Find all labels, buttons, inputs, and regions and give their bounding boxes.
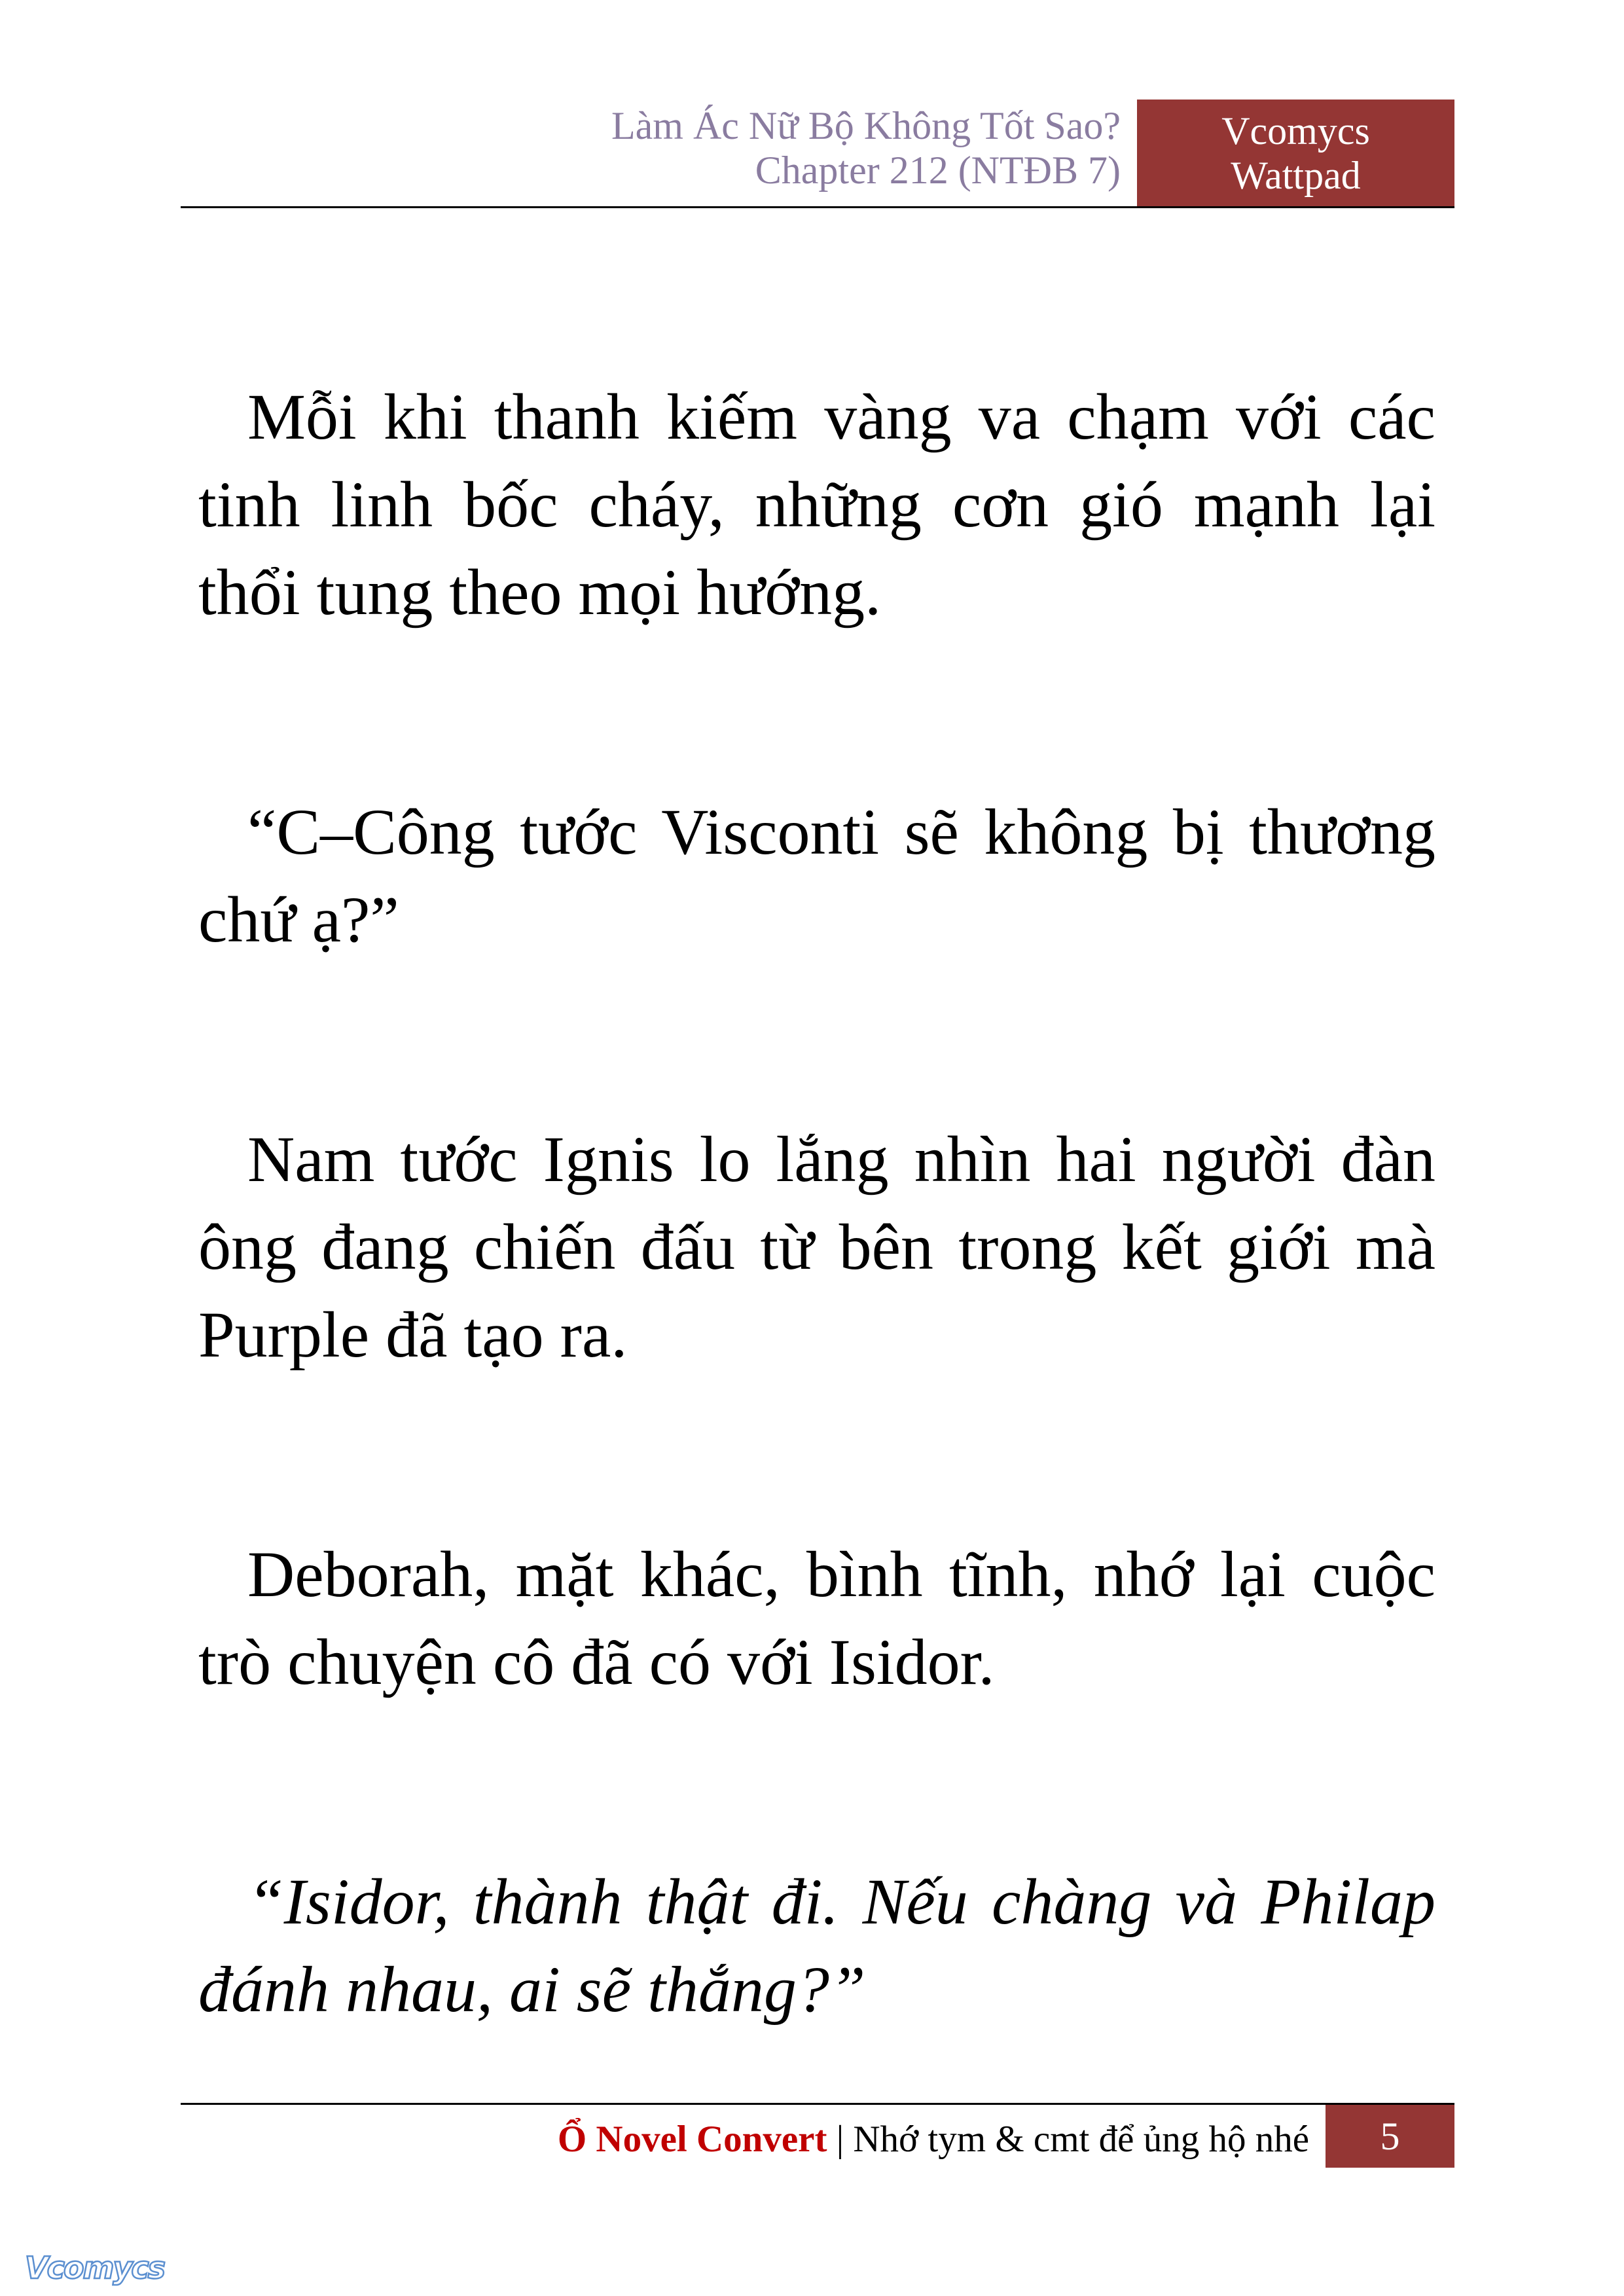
badge-line-vcomycs: Vcomycs	[1221, 109, 1370, 153]
page-body	[198, 373, 1435, 2033]
header-divider	[181, 206, 1454, 208]
badge-line-wattpad: Wattpad	[1231, 154, 1361, 197]
paragraph: Nam tước Ignis lo lắng nhìn hai người đàn ông đang chiến đấu từ bên trong kết giới mà Purple đã tạo ra.	[198, 1123, 1435, 1371]
watermark-text: Vcomycs	[25, 2250, 165, 2286]
book-title: Làm Ác Nữ Bộ Không Tốt Sao?	[611, 104, 1121, 147]
footer-divider	[181, 2103, 1454, 2105]
paragraph: Mỗi khi thanh kiếm vàng va chạm với các tinh linh bốc cháy, những cơn gió mạnh lại thổi tung theo mọi hướng.	[198, 380, 1435, 629]
footer-credit	[393, 2113, 1309, 2166]
paragraph-dialogue: “C–Công tước Visconti sẽ không bị thương chứ ạ?”	[198, 795, 1435, 956]
footer-brand: Ổ Novel Convert	[557, 2119, 827, 2160]
source-badge	[1137, 100, 1454, 208]
paragraph-italic-dialogue: “Isidor, thành thật đi. Nếu chàng và Philap đánh nhau, ai sẽ thắng?”	[198, 1865, 1435, 2026]
footer-separator: |	[827, 2119, 854, 2160]
paragraph: Deborah, mặt khác, bình tĩnh, nhớ lại cuộc trò chuyện cô đã có với Isidor.	[198, 1538, 1435, 1698]
page-number: 5	[1326, 2105, 1454, 2168]
vcomycs-watermark-logo	[22, 2243, 179, 2289]
chapter-label: Chapter 212 (NTĐB 7)	[755, 149, 1121, 192]
running-header	[393, 103, 1121, 192]
footer-slogan: Nhớ tym & cmt để ủng hộ nhé	[853, 2119, 1309, 2160]
